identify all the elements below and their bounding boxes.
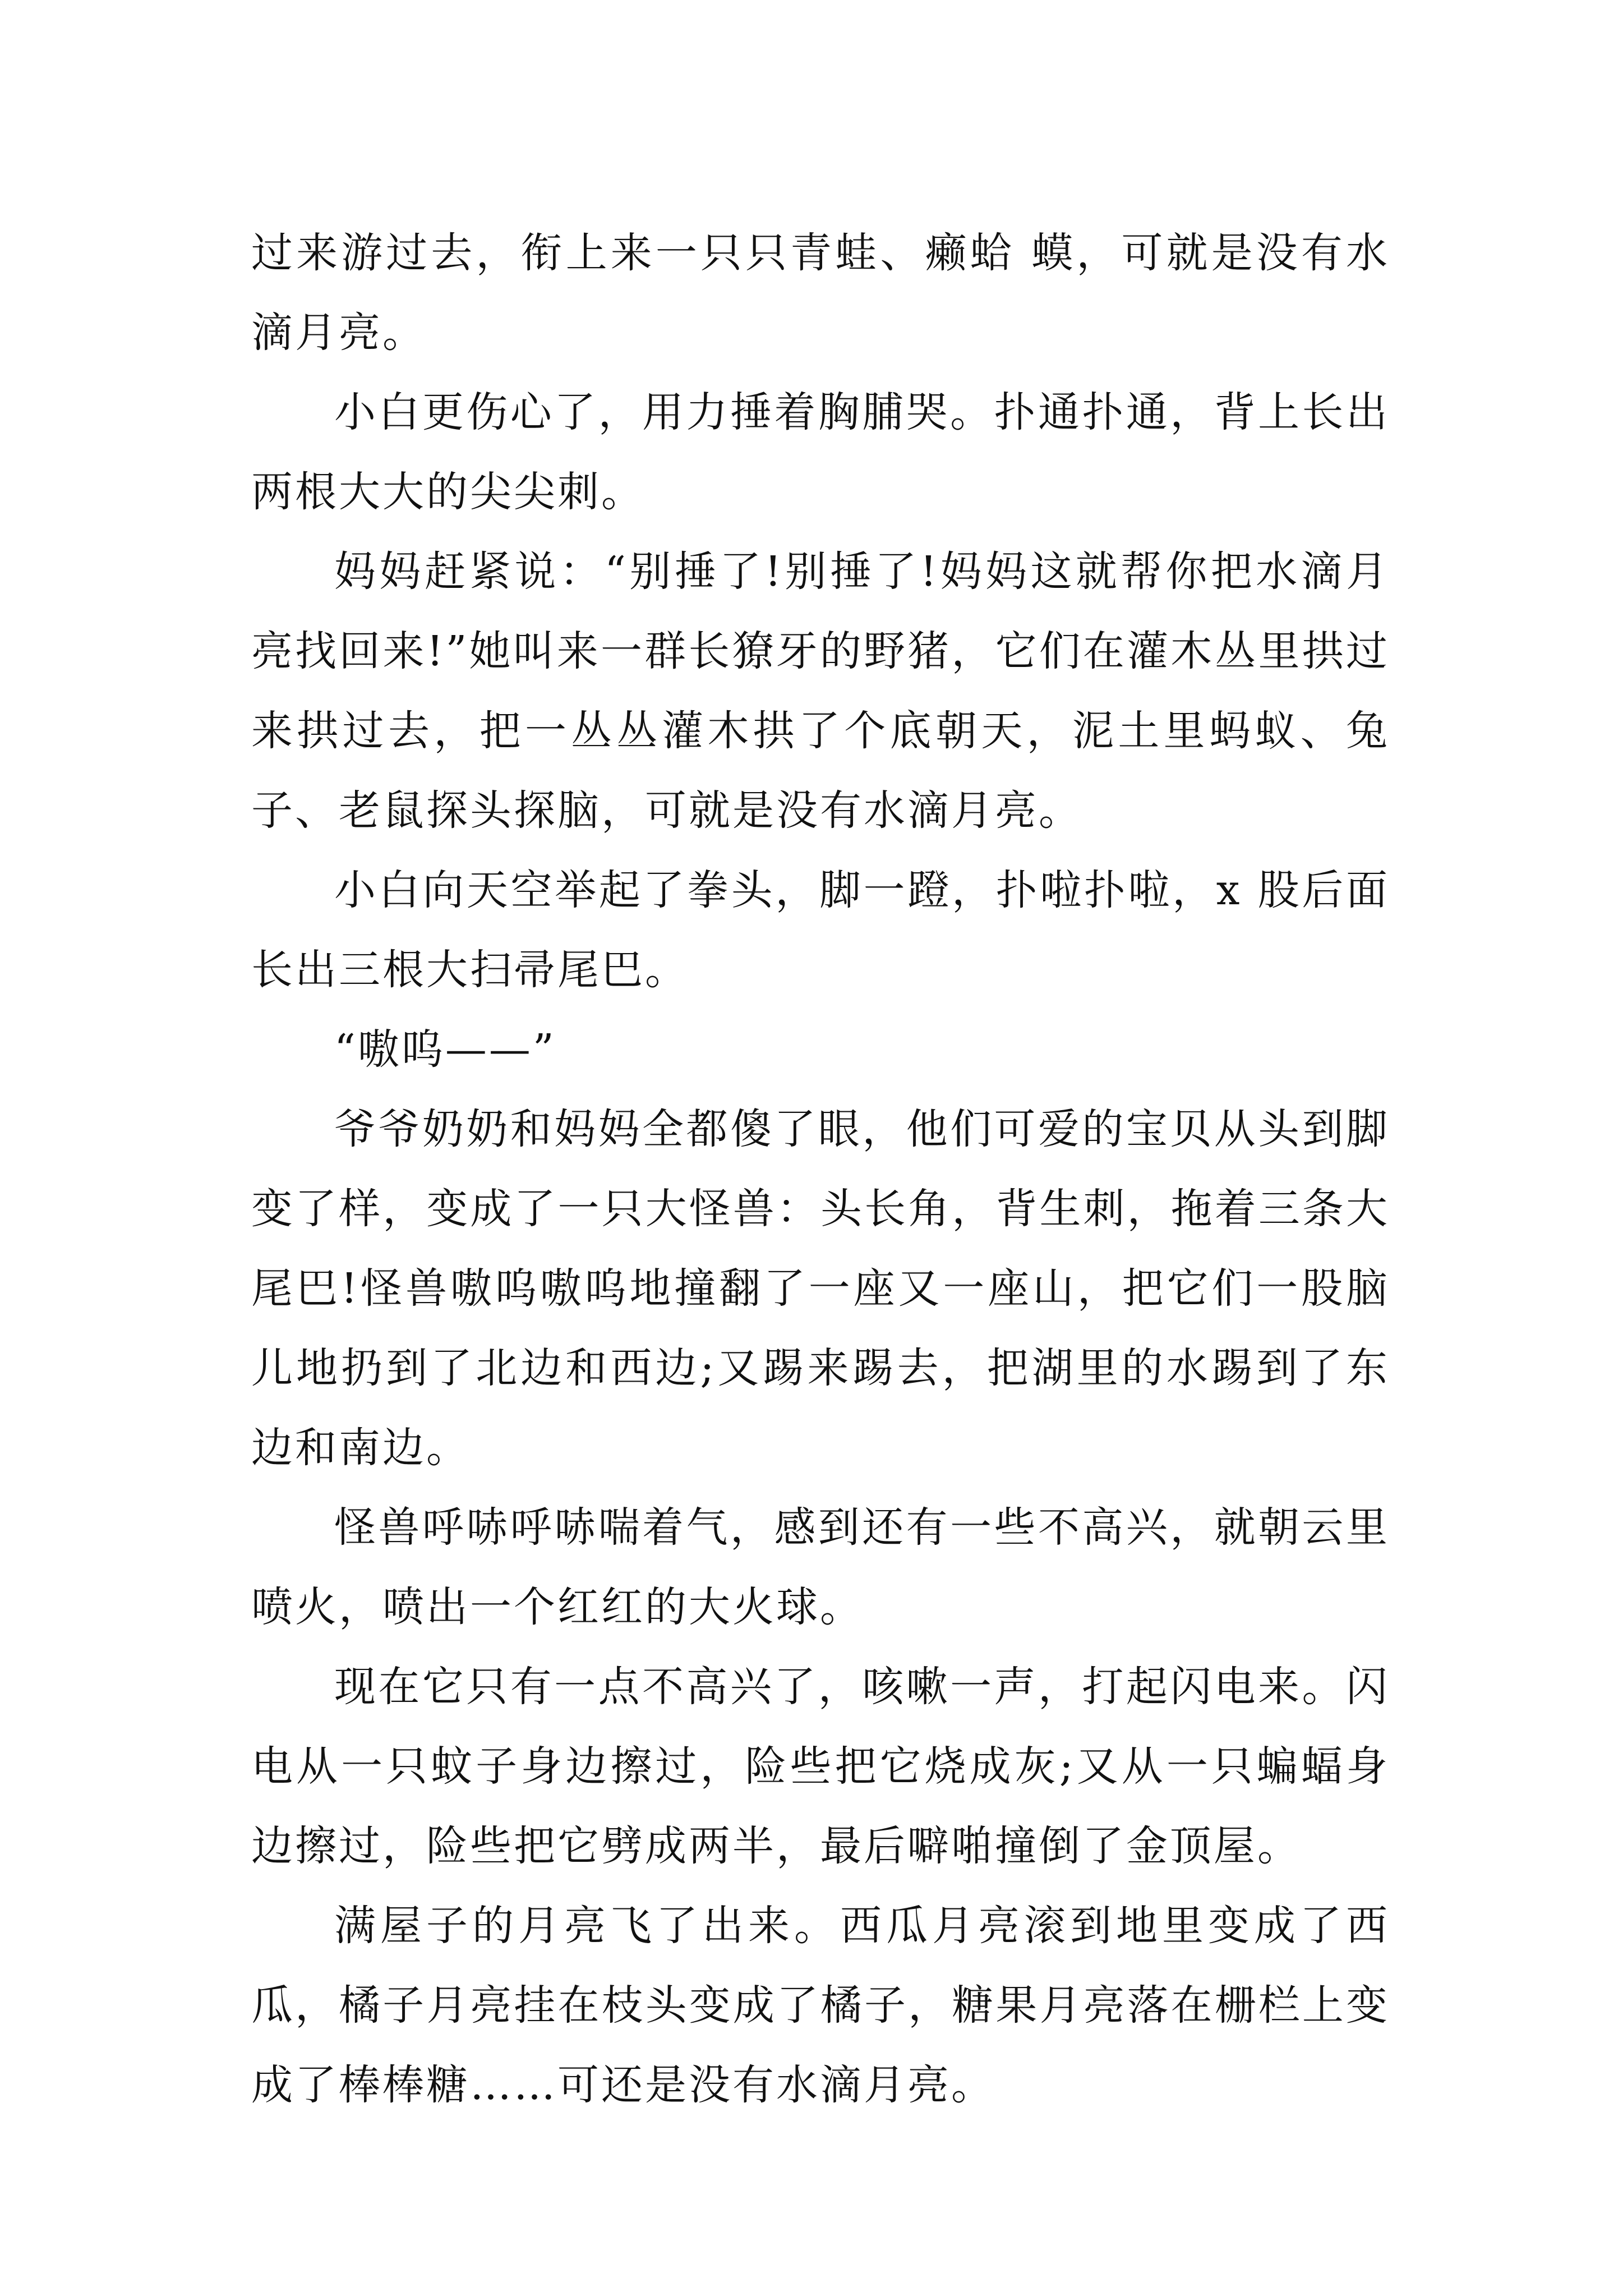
paragraph: 满屋子的月亮飞了出来。西瓜月亮滚到地里变成了西瓜，橘子月亮挂在枝头变成了橘子，糖果月亮落在栅栏上变成了棒棒糖……可还是没有水滴月亮。 xyxy=(251,1902,1390,2109)
paragraph-continuation: 过来游过去，衔上来一只只青蛙、癞蛤 蟆，可就是没有水滴月亮。 xyxy=(251,229,1390,357)
story-text xyxy=(251,213,1390,2125)
paragraph: 小白向天空举起了拳头，脚一蹬，扑啦扑啦，x 股后面长出三根大扫帚尾巴。 xyxy=(251,866,1390,994)
paragraph: 现在它只有一点不高兴了，咳嗽一声，打起闪电来。闪电从一只蚊子身边擦过，险些把它烧成灰;又从一只蝙蝠身边擦过，险些把它劈成两半，最后噼啪撞倒了金顶屋。 xyxy=(251,1663,1390,1870)
paragraph-dialogue: “嗷呜——” xyxy=(334,1025,556,1074)
paragraph: 小白更伤心了，用力捶着胸脯哭。扑通扑通，背上长出两根大大的尖尖刺。 xyxy=(251,388,1390,516)
paragraph: 怪兽呼哧呼哧喘着气，感到还有一些不高兴，就朝云里喷火，喷出一个红红的大火球。 xyxy=(251,1503,1390,1631)
paragraph: 爷爷奶奶和妈妈全都傻了眼，他们可爱的宝贝从头到脚变了样，变成了一只大怪兽：头长角，背生刺，拖着三条大尾巴!怪兽嗷呜嗷呜地撞翻了一座又一座山，把它们一股脑儿地扔到了北边和西边;又踢来踢去，把湖里的水踢到了东边和南边。 xyxy=(251,1105,1390,1472)
paragraph: 妈妈赶紧说：“别捶了!别捶了!妈妈这就帮你把水滴月亮找回来!”她叫来一群长獠牙的野猪，它们在灌木丛里拱过来拱过去，把一丛丛灌木拱了个底朝天，泥土里蚂蚁、兔子、老鼠探头探脑，可就是没有水滴月亮。 xyxy=(251,547,1390,835)
